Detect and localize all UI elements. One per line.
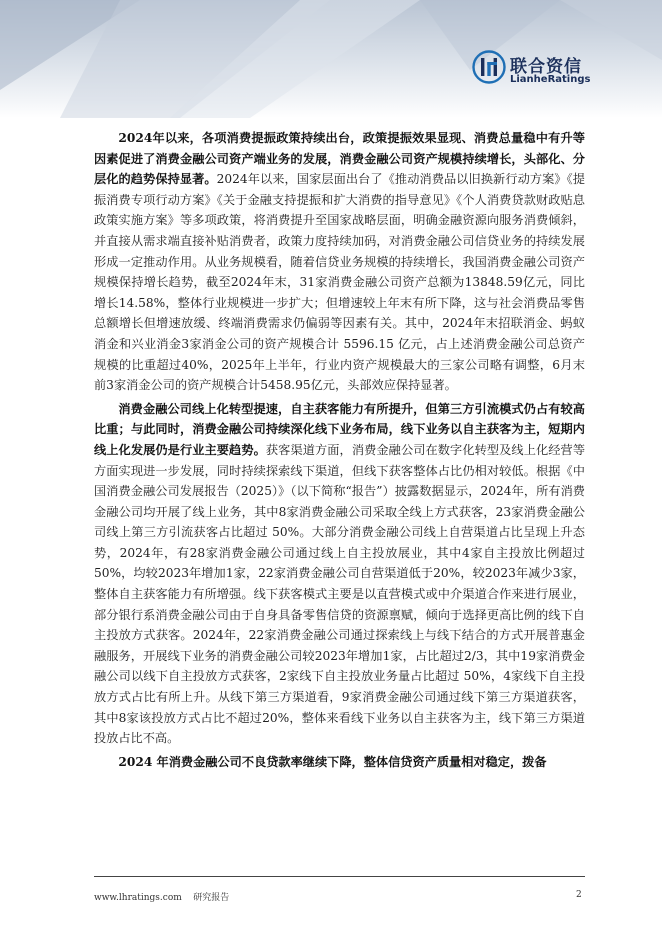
- logo-english-name: LianheRatings: [510, 74, 591, 85]
- footer-info: [94, 890, 229, 903]
- report-body: [94, 128, 585, 775]
- page-number: 2: [576, 890, 582, 900]
- paragraph-asset-quality: [94, 752, 585, 773]
- paragraph-asset-scale: [94, 128, 585, 396]
- paragraph-customer-acquisition: [94, 399, 585, 749]
- header-band: [0, 0, 662, 118]
- paragraph-lead-sentence: 2024年以来，各项消费提振政策持续出台，政策提振效果显现、消费总量稳中有升等因素促进了消费金融公司资产端业务的发展，消费金融公司资产规模持续增长，头部化、分层化的趋势保持显著。: [94, 131, 585, 187]
- company-logo: [472, 50, 592, 90]
- footer-doc-type: 研究报告: [193, 893, 230, 903]
- lianhe-logo-icon: [472, 50, 506, 84]
- footer-website-link[interactable]: www.lhratings.com: [94, 893, 182, 903]
- paragraph-body-text: 2024年以来，国家层面出台了《推动消费品以旧换新行动方案》《提振消费专项行动方案》《关于金融支持提振和扩大消费的指导意见》《个人消费贷款财政贴息政策实施方案》等多项政策，将消费提升至国家战略层面，明确金融资源向服务消费倾斜，并直接从需求端直接补贴消费者，政策力度持续加码，对消费金融公司信贷业务的持续发展形成一定推动作用。从业务规模看，随着信贷业务规模的持续增长，我国消费金融公司资产规模保持增长趋势，截至2024年末，31家消费金融公司资产总额为13848.59亿元，同比增长14.58%，整体行业规模进一步扩大；但增速较上年末有所下降，这与社会消费品零售总额增长但增速放缓、终端消费需求仍偏弱等因素有关。其中，2024年末招联消金、蚂蚁消金和兴业消金3家消金公司的资产规模合计 5596.15 亿元，占上述消费金融公司总资产规模的比重超过40%，2025年上半年，行业内资产规模最大的三家公司略有调整，6月末前3家消金公司的资产规模合计5458.95亿元，头部效应保持显著。: [94, 172, 585, 393]
- paragraph-lead-sentence: 2024 年消费金融公司不良贷款率继续下降，整体信贷资产质量相对稳定，拨备: [118, 754, 547, 769]
- paragraph-body-text: 获客渠道方面，消费金融公司在数字化转型及线上化经营等方面实现进一步发展，同时持续探索线下渠道，但线下获客整体占比仍相对较低。根据《中国消费金融公司发展报告（2025）》（以下简称“报告”）披露数据显示，2024年，所有消费金融公司均开展了线上业务，其中8家消费金融公司采取全线上方式获客，23家消费金融公司线上第三方引流获客占比超过 50%。大部分消费金融公司线上自营渠道占比呈现上升态势，2024年，有28家消费金融公司通过线上自主投放展业，其中4家自主投放比例超过50%，均较2023年增加1家，22家消费金融公司自营渠道低于20%，较2023年减少3家，整体自主获客能力有所增强。线下获客模式主要是以直营模式或中介渠道合作来进行展业，部分银行系消费金融公司由于自身具备零售信贷的资源禀赋，倾向于选择更高比例的线下自主投放方式获客。2024年，22家消费金融公司通过探索线上与线下结合的方式开展普惠金融服务，开展线下业务的消费金融公司较2023年增加1家，占比超过2/3，其中19家消费金融公司以线下自主投放方式获客，2家线下自主投放业务量占比超过 50%，4家线下自主投放方式占比有所上升。从线下第三方渠道看，9家消费金融公司通过线下第三方渠道获客，其中8家该投放方式占比不超过20%，整体来看线下业务以自主获客为主，线下第三方渠道投放占比不高。: [94, 442, 586, 746]
- paragraph-lead-sentence: 消费金融公司线上化转型提速，自主获客能力有所提升，但第三方引流模式仍占有较高比重；与此同时，消费金融公司持续深化线下业务布局，线下业务以自主获客为主，短期内线上化发展仍是行业主要趋势。: [94, 401, 585, 457]
- logo-chinese-name: 联合资信: [510, 57, 582, 77]
- footer-divider: [94, 876, 585, 877]
